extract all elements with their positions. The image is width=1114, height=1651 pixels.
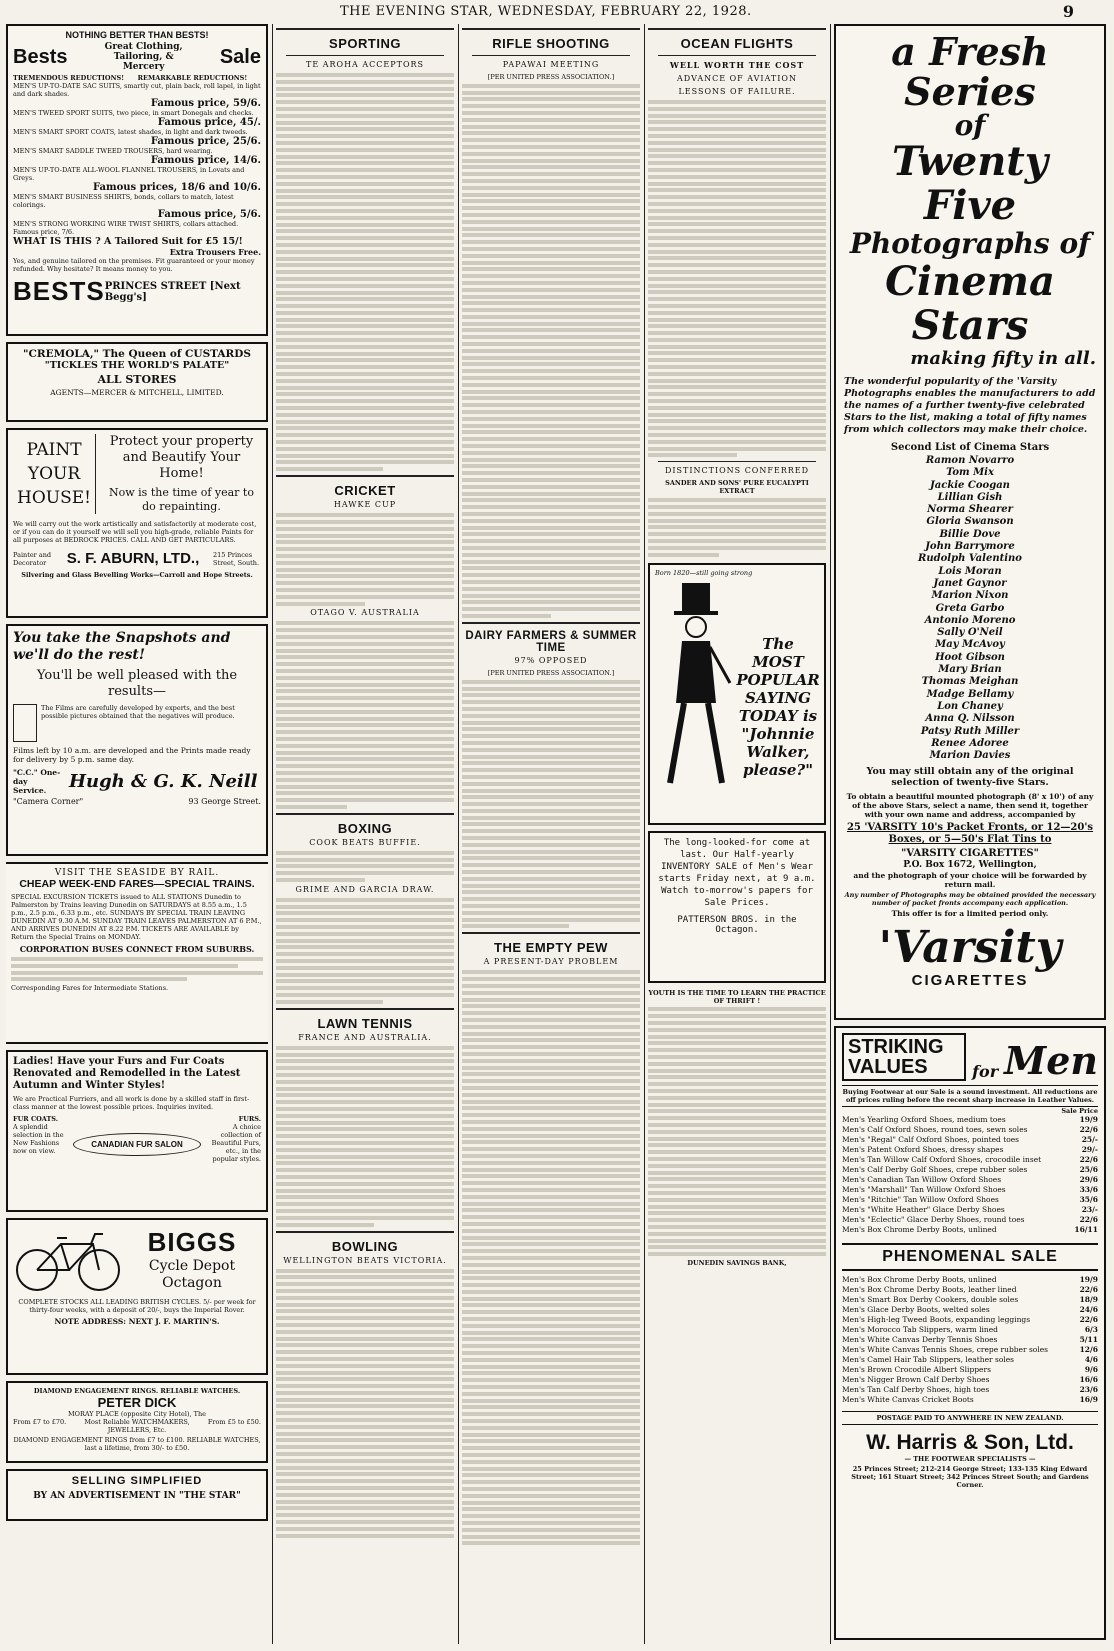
column-news-middle	[462, 24, 640, 1644]
bests-item: MEN'S TWEED SPORT SUITS, two piece, in smart Donegals and checks. Famous price, 45/.	[13, 109, 261, 128]
star-name: Greta Garbo	[935, 602, 1005, 614]
varsity-advert	[834, 24, 1106, 1020]
star-list	[844, 455, 1096, 762]
snapshots-advert	[6, 624, 268, 856]
biggs-body: COMPLETE STOCKS ALL LEADING BRITISH CYCLES. 5/- per week for thirty-four weeks, with a deposit of 20/-, buys the Imperial Rover.	[18, 1298, 256, 1314]
problem-heading: A PRESENT-DAY PROBLEM	[483, 957, 619, 967]
bests-guarantee: Yes, and genuine tailored on the premises. Fit guaranteed or your money refunded. Why hesitate? It means money to you.	[13, 257, 255, 273]
shoe-row: Men's Nigger Brown Calf Derby Shoes 16/6	[842, 1375, 1098, 1384]
varsity-address3: and the photograph of your choice will be forwarded by return mail.	[853, 871, 1087, 890]
article-text	[276, 898, 454, 1004]
biggs-line: Cycle Depot Octagon	[148, 1257, 236, 1291]
sporting-heading: SPORTING	[329, 36, 401, 51]
furs-body: We are Practical Furriers, and all work is done by a skilled staff in first-class manner at the lowest possible prices. Inquiries invited.	[13, 1095, 250, 1111]
star-name: Norma Shearer	[927, 504, 1013, 516]
harris-price-list-2	[842, 1275, 1098, 1405]
bicycle-icon	[13, 1224, 123, 1294]
harris-addresses: 25 Princes Street; 212-214 George Street; 133-135 King Edward Street; 161 Stuart Street; 342 Princes Street South; and Gardens Corner.	[851, 1465, 1089, 1489]
shoe-row: Men's Tan Willow Calf Oxford Shoes, crocodile inset 22/6	[842, 1155, 1098, 1164]
varsity-list-head: Second List of Cinema Stars	[890, 442, 1050, 453]
press-credit: [PER UNITED PRESS ASSOCIATION.]	[487, 668, 615, 677]
lawn-tennis-heading: LAWN TENNIS	[317, 1015, 413, 1031]
shoe-row: Men's "White Heather" Glace Derby Shoes 23/-	[842, 1205, 1098, 1214]
bests-twist: MEN'S STRONG WORKING WIRE TWIST SHIRTS, collars attached. Famous price, 7/6.	[13, 220, 239, 236]
otago-heading: OTAGO V. AUSTRALIA	[310, 608, 420, 618]
snapshots-firm: Hugh & G. K. Neill	[69, 771, 258, 792]
dairy-heading: DAIRY FARMERS & SUMMER TIME	[465, 629, 637, 654]
patterson-text: The long-looked-for come at last. Our Half-yearly INVENTORY SALE of Men's Wear starts Friday next, at 9 a.m. Watch to-morrow's papers for Sale Prices.	[658, 837, 816, 908]
biggs-advert	[6, 1218, 268, 1375]
paint-right2: Now is the time of year to do repainting.	[109, 486, 254, 513]
parawai-heading: PAPAWAI MEETING	[502, 60, 600, 69]
paint-left: PAINT YOUR HOUSE!	[13, 434, 96, 514]
bests-item: MEN'S UP-TO-DATE SAC SUITS, smartly cut, plain back, roll lapel, in light and dark shades. Famous price, 59/6.	[13, 82, 261, 109]
furs-left: A splendid selection in the New Fashions now on view.	[13, 1123, 64, 1155]
paint-firm-label: Painter and Decorator	[13, 550, 52, 567]
varsity-title5: Cinema Stars	[885, 258, 1055, 349]
biggs-name: BIGGS	[147, 1226, 237, 1257]
article-text	[648, 498, 826, 556]
france-heading: FRANCE AND AUSTRALIA.	[298, 1032, 432, 1042]
article-text	[462, 84, 640, 618]
bests-question: WHAT IS THIS ? A Tailored Suit for £5 15/!	[13, 236, 243, 247]
striding-man-icon	[656, 583, 736, 793]
snapshots-service: "C.C." One-day Service.	[13, 768, 61, 795]
cricket-heading: CRICKET	[334, 483, 396, 499]
column-rule	[644, 24, 645, 1644]
shoe-row: Men's White Canvas Tennis Shoes, crepe rubber soles 12/6	[842, 1345, 1098, 1354]
dick-from-left: From £7 to £70.	[13, 1418, 67, 1426]
bests-address: PRINCES STREET [Next Begg's]	[104, 280, 241, 303]
dick-from-right: From £5 to £50.	[207, 1418, 261, 1426]
sanders-heading: SANDER AND SONS' PURE EUCALYPTI EXTRACT	[665, 479, 809, 496]
dick-addr: MORAY PLACE (opposite City Hotel), The Most Reliable WATCHMAKERS, JEWELLERS, Etc.	[67, 1410, 207, 1434]
column-ocean-flights	[648, 24, 826, 1644]
bests-extra: Extra Trousers Free.	[169, 247, 261, 257]
article-text	[462, 680, 640, 929]
article-text	[276, 73, 454, 471]
worth-heading: WELL WORTH THE COST	[669, 60, 805, 70]
shoe-row: Men's Yearling Oxford Shoes, medium toes 19/9	[842, 1115, 1098, 1124]
harris-price-list	[842, 1115, 1098, 1235]
varsity-title4: Photographs of	[849, 227, 1091, 260]
bests-top: NOTHING BETTER THAN BESTS!	[65, 30, 209, 40]
harris-footwear-advert	[834, 1026, 1106, 1640]
rail-corp: CORPORATION BUSES CONNECT FROM SUBURBS.	[19, 944, 255, 954]
savings-heading: YOUTH IS THE TIME TO LEARN THE PRACTICE OF THRIFT !	[648, 988, 826, 1005]
shoe-row: Men's Box Chrome Derby Boots, leather lined 22/6	[842, 1285, 1098, 1294]
paint-body: We will carry out the work artistically and satisfactorily at moderate cost, or if you can do it yourself we will sell you high-grade, reliable Paints for all purposes at BEDROCK PRICES. CALL AND GET PARTICULARS.	[13, 520, 257, 544]
peter-dick-advert	[6, 1381, 268, 1463]
bests-brand: Bests	[13, 45, 68, 68]
patterson-advert	[648, 831, 826, 983]
harris-firm: W. Harris & Son, Ltd.	[866, 1431, 1074, 1454]
article-text	[648, 100, 826, 457]
shoe-row: Men's White Canvas Cricket Boots 16/9	[842, 1395, 1098, 1404]
shoe-row: Men's Canadian Tan Willow Oxford Shoes 29/6	[842, 1175, 1098, 1184]
rail-body: SPECIAL EXCURSION TICKETS issued to ALL STATIONS Dunedin to Palmerston by Trains leaving Dunedin on SATURDAYS at 8.55 a.m., 1.5 p.m., 2.5 p.m., 6.33 p.m., etc. SUNDAYS BY SPECIAL TRAIN LEAVING DUNEDIN AT 9.30 A.M. SUNDAY TRAIN LEAVES PALMERSTON AT 6 P.M., AND ARRIVES DUNEDIN AT 8.22 P.M. TICKETS ARE AVAILABLE by Return the Special Trains on MONDAY.	[11, 893, 262, 941]
varsity-title2: of	[954, 109, 986, 142]
harris-striking: STRIKING VALUES	[842, 1033, 966, 1081]
furs-left-head: FUR COATS.	[13, 1115, 59, 1123]
star-name: Lillian Gish	[937, 491, 1003, 503]
kodak-box-icon	[13, 704, 37, 742]
opposed-heading: 97% OPPOSED	[514, 655, 588, 665]
star-name: Patsy Ruth Miller	[920, 725, 1020, 737]
selling-line1: SELLING SIMPLIFIED	[71, 1475, 203, 1487]
paint-firm-addr: 215 Princes Street, South.	[213, 550, 260, 567]
varsity-title1: a Fresh Series	[891, 29, 1049, 114]
cremola-line2: "TICKLES THE WORLD'S PALATE"	[44, 360, 230, 371]
paint-right1: Protect your property and Beautify Your Home!	[109, 434, 254, 481]
article-text	[276, 621, 454, 809]
bests-item: MEN'S UP-TO-DATE ALL-WOOL FLANNEL TROUSERS, in Lovats and Greys. Famous prices, 18/6 and 10/6.	[13, 166, 261, 193]
article-text	[276, 513, 454, 605]
star-name: Renee Adoree	[931, 737, 1009, 749]
shoe-row: Men's High-leg Tweed Boots, expanding leggings 22/6	[842, 1315, 1098, 1324]
paint-firm: S. F. ABURN, LTD.,	[66, 550, 200, 567]
varsity-address1: "VARSITY CIGARETTES"	[901, 848, 1039, 860]
bests-footer-brand: BESTS	[13, 276, 105, 306]
shoe-row: Men's Glace Derby Boots, welted soles 24/6	[842, 1305, 1098, 1314]
article-text	[276, 1269, 454, 1538]
bests-item-list	[13, 82, 261, 220]
star-name: John Barrymore	[925, 541, 1015, 553]
furs-right-head: FURS.	[238, 1115, 261, 1123]
star-name: Marion Davies	[929, 750, 1011, 762]
harris-postage: POSTAGE PAID TO ANYWHERE IN NEW ZEALAND.	[842, 1411, 1098, 1425]
article-text	[276, 851, 454, 882]
varsity-brand: 'Varsity	[878, 922, 1062, 974]
star-name: Madge Bellamy	[926, 688, 1014, 700]
shoe-row: Men's "Eclectic" Glace Derby Shoes, round toes 22/6	[842, 1215, 1098, 1224]
rail-advert	[6, 862, 268, 1044]
cremola-line4: AGENTS—MERCER & MITCHELL, LIMITED.	[50, 388, 224, 397]
savings-firm: DUNEDIN SAVINGS BANK,	[687, 1258, 787, 1267]
snapshots-corner: "Camera Corner"	[13, 797, 84, 806]
walker-caption: Born 1820—still going strong	[655, 568, 753, 577]
snapshots-body: The Films are carefully developed by experts, and the best possible pictures obtained that the negatives will produce.	[41, 704, 235, 720]
star-name: May McAvoy	[935, 639, 1005, 651]
page-number: 9	[1062, 2, 1074, 21]
star-name: Jackie Coogan	[930, 479, 1010, 491]
varsity-title6: making fifty in all.	[910, 348, 1096, 369]
shoe-row: Men's Brown Crocodile Albert Slippers 9/6	[842, 1365, 1098, 1374]
dick-name: PETER DICK	[97, 1395, 177, 1410]
furs-salon: CANADIAN FUR SALON	[73, 1133, 201, 1156]
star-name: Thomas Meighan	[921, 676, 1019, 688]
shoe-row: Men's Tan Calf Derby Shoes, high toes 23/6	[842, 1385, 1098, 1394]
varsity-intro: The wonderful popularity of the 'Varsity Photographs enables the manufacturers to add the names of a further twenty-five celebrated Stars to the list, making a total of fifty names from which collectors may make their choice.	[844, 376, 1096, 435]
shoe-row: Men's "Ritchie" Tan Willow Oxford Shoes 35/6	[842, 1195, 1098, 1204]
shoe-row: Men's Box Chrome Derby Boots, unlined 16/11	[842, 1225, 1098, 1234]
rail-footer: Corresponding Fares for Intermediate Stations.	[11, 984, 169, 993]
star-name: Rudolph Valentino	[918, 553, 1022, 565]
shoe-row: Men's White Canvas Derby Tennis Shoes 5/11	[842, 1335, 1098, 1344]
shoe-row: Men's Patent Oxford Shoes, dressy shapes 29/-	[842, 1145, 1098, 1154]
johnnie-walker-advert	[648, 563, 826, 825]
varsity-address2: P.O. Box 1672, Wellington,	[903, 860, 1037, 871]
furs-advert	[6, 1050, 268, 1212]
star-name: Anna Q. Nilsson	[925, 713, 1015, 725]
column-sporting	[276, 24, 454, 1644]
empty-pew-heading: THE EMPTY PEW	[494, 940, 608, 956]
shoe-row: Men's Box Chrome Derby Boots, unlined 19/9	[842, 1275, 1098, 1284]
rail-line2: CHEAP WEEK-END FARES—SPECIAL TRAINS.	[19, 878, 255, 890]
selling-line2: BY AN ADVERTISEMENT IN "THE STAR"	[33, 1491, 241, 1501]
harris-for: for	[972, 1062, 999, 1081]
bests-reductions: TREMENDOUS REDUCTIONS! REMARKABLE REDUCTIONS!	[13, 74, 248, 82]
bowling-heading: BOWLING	[331, 1238, 399, 1254]
paint-footer: Silvering and Glass Bevelling Works—Carroll and Hope Streets.	[21, 571, 253, 579]
walker-text: The MOST POPULAR SAYING TODAY is "Johnnie Walker, please?"	[736, 634, 820, 779]
star-name: Gloria Swanson	[926, 516, 1014, 528]
rifle-heading: RIFLE SHOOTING	[492, 36, 610, 51]
ocean-heading: OCEAN FLIGHTS	[680, 36, 794, 51]
column-rule	[272, 24, 273, 1644]
shoe-row: Men's Smart Box Derby Cookers, double soles 18/9	[842, 1295, 1098, 1304]
star-name: Mary Brian	[938, 664, 1002, 676]
star-name: Antonio Moreno	[924, 614, 1016, 626]
harris-intro: Buying Footwear at our Sale is a sound investment. All reductions are off prices ruling before the recent sharp increase in Leather Values.	[842, 1085, 1098, 1107]
boxing-heading: BOXING	[337, 820, 393, 836]
harris-sale-price-head: Sale Price	[1061, 1107, 1098, 1115]
bests-item: MEN'S SMART SPORT COATS, latest shades, in light and dark tweeds. Famous price, 25/6.	[13, 128, 261, 147]
masthead	[0, 0, 1114, 22]
press-credit: [PER UNITED PRESS ASSOCIATION.]	[487, 73, 615, 81]
cremola-line1: "CREMOLA," The Queen of CUSTARDS	[23, 348, 251, 360]
dick-footer: DIAMOND ENGAGEMENT RINGS from £7 to £100. RELIABLE WATCHES, last a lifetime, from 30/- to £50.	[13, 1436, 261, 1452]
bests-item: MEN'S SMART SADDLE TWEED TROUSERS, hard wearing. Famous price, 14/6.	[13, 147, 261, 166]
varsity-still: You may still obtain any of the original selection of twenty-five Stars.	[866, 766, 1074, 789]
star-name: Hoot Gibson	[935, 651, 1005, 663]
article-text	[462, 970, 640, 1545]
bests-sale: Sale	[219, 45, 261, 68]
snapshots-body2: Films left by 10 a.m. are developed and the Prints made ready for delivery by 5 p.m. same day.	[13, 746, 251, 764]
varsity-note: Any number of Photographs may be obtained provided the necessary number of packet fronts accompany each application.	[844, 891, 1096, 908]
cook-heading: COOK BEATS BUFFIE.	[309, 837, 421, 847]
wellington-heading: WELLINGTON BEATS VICTORIA.	[283, 1255, 447, 1265]
shoe-row: Men's Morocco Tab Slippers, warm lined 6/3	[842, 1325, 1098, 1334]
varsity-title3: Twenty Five	[891, 138, 1049, 229]
star-name: Lon Chaney	[937, 700, 1003, 712]
column-ads-right	[834, 24, 1106, 1644]
snapshots-line1: You take the Snapshots and we'll do the rest!	[13, 630, 231, 663]
snapshots-addr: 93 George Street.	[188, 797, 261, 806]
selling-advert	[6, 1469, 268, 1521]
snapshots-line2: You'll be well pleased with the results—	[36, 668, 238, 699]
star-name: Sally O'Neil	[937, 627, 1003, 639]
varsity-obtain: To obtain a beautiful mounted photograph (8' x 10') of any of the above Stars, select a name, then send it, together with your own name and address, accompanied by	[846, 792, 1094, 820]
bests-advert	[6, 24, 268, 336]
lessons-heading: LESSONS OF FAILURE.	[678, 87, 796, 96]
patterson-firm: PATTERSON BROS. in the Octagon.	[677, 914, 797, 935]
bests-item: MEN'S SMART BUSINESS SHIRTS, bonds, collars to match, latest colorings. Famous price, 5/6.	[13, 193, 261, 220]
star-name: Janet Gaynor	[933, 577, 1007, 589]
rail-line1: VISIT THE SEASIDE BY RAIL.	[54, 868, 220, 878]
cremola-advert	[6, 342, 268, 422]
article-text	[648, 1007, 826, 1256]
harris-men: Men	[1004, 1038, 1098, 1083]
article-text	[276, 1046, 454, 1227]
star-name: Tom Mix	[946, 467, 994, 479]
dick-head: DIAMOND ENGAGEMENT RINGS. RELIABLE WATCHES.	[33, 1387, 241, 1395]
hawke-heading: HAWKE CUP	[333, 500, 397, 510]
advance-heading: ADVANCE OF AVIATION	[677, 74, 797, 83]
shoe-row: Men's "Regal" Calf Oxford Shoes, pointed toes 25/-	[842, 1135, 1098, 1144]
column-ads-left	[6, 24, 268, 1644]
harris-specialists: — THE FOOTWEAR SPECIALISTS —	[904, 1455, 1036, 1463]
shoe-row: Men's Calf Oxford Shoes, round toes, sewn soles 22/6	[842, 1125, 1098, 1134]
masthead-title: THE EVENING STAR, WEDNESDAY, FEBRUARY 22, 1928.	[340, 4, 752, 19]
paint-advert	[6, 428, 268, 618]
shoe-row: Men's "Marshall" Tan Willow Oxford Shoes 33/6	[842, 1185, 1098, 1194]
star-name: Billie Dove	[939, 528, 1001, 540]
furs-right: A choice collection of Beautiful Furs, etc., in the popular styles.	[211, 1123, 261, 1163]
column-rule	[830, 24, 831, 1644]
varsity-fronts: 25 'VARSITY 10's Packet Fronts, or 12—20's Boxes, or 5—50's Flat Tins to	[846, 822, 1094, 846]
grime-heading: GRIME AND GARCIA DRAW.	[295, 884, 435, 894]
shoe-row: Men's Camel Hair Tab Slippers, leather soles 4/6	[842, 1355, 1098, 1364]
star-name: Marion Nixon	[931, 590, 1009, 602]
star-name: Lois Moran	[938, 565, 1002, 577]
distinctions-heading: DISTINCTIONS CONFERRED	[664, 466, 810, 476]
star-name: Ramon Novarro	[925, 455, 1015, 466]
biggs-note: NOTE ADDRESS: NEXT J. F. MARTIN'S.	[54, 1317, 220, 1326]
bests-tagline: Great Clothing, Tailoring, & Mercery	[104, 42, 183, 72]
furs-line1: Ladies! Have your Furs and Fur Coats Renovated and Remodelled in the Latest Autumn and Winter Styles!	[13, 1056, 241, 1091]
varsity-cigarettes: CIGARETTES	[911, 972, 1029, 990]
column-rule	[458, 24, 459, 1644]
cremola-line3: ALL STORES	[97, 373, 177, 386]
shoe-row: Men's Calf Derby Golf Shoes, crepe rubber soles 25/6	[842, 1165, 1098, 1174]
te-aroha-heading: TE AROHA ACCEPTORS	[305, 60, 424, 69]
harris-phenomenal: PHENOMENAL SALE	[842, 1243, 1098, 1271]
varsity-limited: This offer is for a limited period only.	[891, 909, 1049, 919]
